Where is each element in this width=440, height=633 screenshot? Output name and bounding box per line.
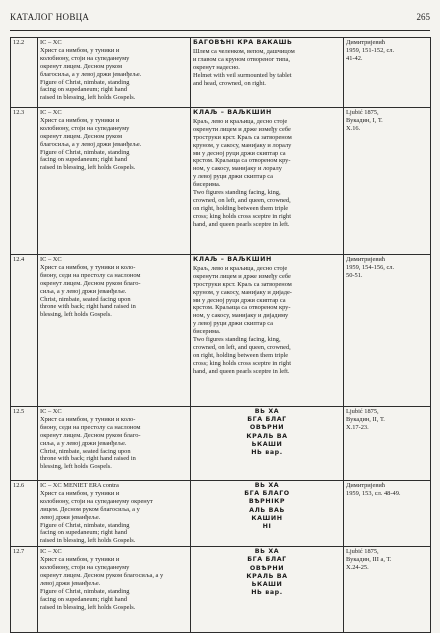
obverse-cell (38, 255, 191, 407)
running-title: КАТАЛОГ НОВЦА (10, 12, 90, 22)
reference-line: Ljubić 1875, (346, 408, 379, 415)
reverse-legend-line: ВЬ ХА (254, 408, 280, 415)
reverse-legend-line: КРАЛЬ ВА (246, 432, 288, 440)
reference-line: X.24-25. (346, 564, 369, 572)
obverse-description-line: благосиља, а у левој држи јеванђеље. (40, 140, 142, 148)
catalog-number-cell (11, 547, 38, 633)
obverse-description-line: Христ са нимбом, у туники и (40, 116, 120, 124)
reference-line: Димитријевић (346, 256, 385, 263)
reverse-description-line: cross; king holds cross sceptre in right (193, 359, 291, 367)
obverse-description-line: raised in blessing, left holds Gospels. (40, 537, 136, 545)
obverse-description-line: facing on supedaneum; right hand (40, 529, 127, 537)
obverse-cell (38, 108, 191, 255)
reverse-description-line: круном, у сакосу, манијаку и лоралу (193, 141, 292, 149)
reverse-description-line: окренути лицем и држе између себе (193, 272, 291, 280)
obverse-description-line: raised in blessing, left holds Gospels. (40, 164, 136, 172)
obverse-description-line: левој држи јеванђеље. (40, 513, 101, 521)
page-number: 265 (416, 12, 430, 22)
reference-line: 1959, 151-152, сл. (346, 46, 395, 54)
obverse-cell (38, 547, 191, 633)
reference-cell (344, 108, 431, 255)
obverse-description-line: колобиону, стоји на супеданеуму (40, 54, 130, 62)
reverse-legend-line: КЛАЉ – ВАЉКШИН (193, 256, 272, 263)
reverse-description-line: Шлем са челенком, вепом, дашчицом (193, 47, 295, 55)
obverse-description-line: биону, седи на престолу са наслоном (40, 423, 141, 431)
obverse-legend: IC – XC (40, 109, 62, 116)
reverse-description-line: ном, у сакосу, манијаку и лоралу (193, 165, 282, 173)
catalog-row (11, 108, 431, 255)
reference-cell (344, 255, 431, 407)
reference-cell (344, 38, 431, 108)
catalog-row (11, 481, 431, 547)
catalog-number-cell (11, 108, 38, 255)
reverse-legend-line: БГА БЛАГ (247, 556, 287, 564)
reference-line: Димитријевић (346, 482, 385, 489)
obverse-description-line: колобиону, стоји на супедaнеуму окренут (40, 497, 153, 505)
obverse-description-line: Figure of Christ, nimbate, standing (40, 587, 130, 595)
reverse-description-line: crowned, on left, and queen, crowned, (193, 343, 291, 351)
reverse-description-line: окренути лицем и држе између себе (193, 125, 291, 133)
reverse-description-line: Краљ, лево и краљица, десно стоје (193, 264, 288, 272)
catalog-row (11, 255, 431, 407)
obverse-description-line: окренут лицем. Десном руком (40, 132, 123, 140)
obverse-description-line: throne with back; right hand raised in (40, 455, 136, 463)
reverse-legend-line: ЬКАШИ (251, 581, 283, 589)
obverse-description-line: левој држи јеванђеље. (40, 579, 101, 587)
obverse-description-line: facing on supedaneum; right hand (40, 86, 127, 94)
obverse-description-line: Figure of Christ, nimbate, standing (40, 148, 130, 156)
obverse-description-line: колобиону, стоји на супедaнеуму (40, 124, 130, 132)
reverse-legend-line: НЬ вар. (251, 589, 283, 597)
catalog-number-cell (11, 38, 38, 108)
reference-line: X.17-23. (346, 423, 369, 431)
catalog-number: 12.7 (13, 548, 25, 556)
obverse-description-line: благосиља, а у левој држи јеванђеље. (40, 70, 142, 78)
obverse-description-line: сиља, а у левој држи јеванђеље. (40, 287, 127, 295)
reverse-description-line: ми у десној руци држи скиптар са (193, 149, 286, 157)
obverse-cell (38, 481, 191, 547)
obverse-legend: IC – XC (40, 256, 62, 263)
reference-line: Димитријевић (346, 39, 385, 46)
reverse-cell (191, 38, 344, 108)
reference-line: 50-51. (346, 271, 363, 279)
reverse-description-line: бисерима. (193, 328, 221, 336)
obverse-description-line: Figure of Christ, nimbate, standing (40, 78, 130, 86)
obverse-legend: IC – XC MENIET ERA contra (40, 482, 119, 489)
reverse-description-line: троструки крст. Краљ са затвореном (193, 133, 292, 141)
reverse-description-line: ми у десној руци држи скиптар са (193, 296, 286, 304)
catalog-number: 12.2 (13, 39, 25, 46)
obverse-legend: IC – XC (40, 39, 62, 46)
reverse-description-line: hand, and queen pearls sceptre in left. (193, 220, 290, 228)
reverse-description-line: крстом. Краљица са отвореном кру- (193, 304, 291, 312)
obverse-cell (38, 407, 191, 481)
reverse-description-line: hand, and queen pearls sceptre in left. (193, 367, 290, 375)
reverse-cell (191, 547, 344, 633)
reference-cell (344, 481, 431, 547)
reference-line: 1959, 154-156, сл. (346, 263, 395, 271)
reverse-legend-line: КЛАЉ – ВАЉКШИН (193, 109, 272, 116)
catalog-body (11, 38, 431, 633)
reverse-legend-line: НЬ вар. (251, 449, 283, 457)
reverse-description-line: on right, holding between them triple (193, 351, 289, 359)
obverse-description-line: Christ, nimbate, seated facing upon (40, 447, 131, 455)
catalog-number: 12.3 (13, 109, 25, 116)
reverse-legend-line: КРАЛЬ ВА (246, 572, 288, 580)
obverse-description-line: биону, седи на престолу са наслоном (40, 271, 141, 279)
reference-line: Ljubić 1875, (346, 109, 379, 116)
obverse-legend: IC – XC (40, 408, 62, 415)
obverse-description-line: facing on supedaneum; right hand (40, 156, 127, 164)
obverse-description-line: Христ са нимбом, у туники и коло- (40, 415, 136, 423)
reference-line: 1959, 153, сл. 48-49. (346, 489, 401, 497)
catalog-row (11, 38, 431, 108)
obverse-description-line: окренут лицем. Десном руком (40, 62, 123, 70)
catalog-number-cell (11, 407, 38, 481)
obverse-description-line: Христ са нимбом, у туники и (40, 46, 120, 54)
reverse-description-line: Helmet with veil surmounted by tablet (193, 71, 292, 79)
reference-cell (344, 547, 431, 633)
reverse-description-line: crowned, on left, and queen, crowned, (193, 196, 291, 204)
reverse-description-line: круном, у сакосу, манијаку и дијаде- (193, 288, 292, 296)
obverse-description-line: raised in blessing, left holds Gospels. (40, 603, 136, 611)
reverse-description-line: ном, у сакосу, манијаку и дијадиму (193, 312, 289, 320)
reverse-legend-line: БГА БЛАГ (247, 416, 287, 424)
reverse-legend-line: ОВѢРНИ (249, 424, 285, 432)
obverse-description-line: окренут лицем. Десном руком благо- (40, 279, 141, 287)
obverse-description-line: колобиону, стоји на супедaнеуму (40, 564, 130, 572)
obverse-description-line: лицем. Десном руком благосиља, а у (40, 505, 140, 513)
reverse-description-line: бисерима. (193, 181, 221, 189)
catalog-number-cell (11, 255, 38, 407)
reverse-legend-line: ВЬ ХА (254, 482, 280, 489)
header-rule (10, 30, 430, 31)
reverse-description-line: and head, crowned, on right. (193, 79, 266, 87)
obverse-description-line: Христ са нимбом, у туники и (40, 556, 120, 564)
reverse-legend-line: НІ (262, 523, 272, 531)
catalog-row (11, 407, 431, 481)
reverse-description-line: окренут надесно. (193, 63, 240, 71)
reverse-cell (191, 407, 344, 481)
reverse-description-line: Two figures standing facing, king, (193, 336, 281, 344)
obverse-description-line: blessing, left holds Gospels. (40, 311, 112, 319)
reference-line: 41-42. (346, 54, 363, 62)
reverse-legend-line: БАГОВѢНІ КРА ВАКАШЬ (193, 39, 293, 46)
catalog-row (11, 547, 431, 633)
reverse-legend-line: ВЬ ХА (254, 548, 280, 556)
catalog-number: 12.4 (13, 256, 25, 263)
reference-line: Вукадин, I, Т. (346, 116, 383, 124)
obverse-description-line: Christ, nimbate, seated facing upon (40, 295, 131, 303)
obverse-description-line: facing on supedaneum; right hand (40, 595, 127, 603)
catalog-number-cell (11, 481, 38, 547)
obverse-description-line: окренут лицем. Десном руком благосиља, а у (40, 571, 164, 579)
reverse-legend-line: ВѢРНІКР (248, 498, 286, 506)
obverse-description-line: окренут лицем. Десном руком благо- (40, 431, 141, 439)
reverse-legend-line: АЛЬ ВАЬ (249, 506, 285, 514)
page-header (10, 8, 430, 30)
reverse-description-line: троструки крст. Краљ са затвореном (193, 280, 292, 288)
reverse-legend-line: БГА БЛАГО (244, 490, 290, 498)
reverse-description-line: Two figures standing facing, king, (193, 189, 281, 197)
catalog-number: 12.5 (13, 408, 25, 415)
reverse-cell (191, 255, 344, 407)
reverse-description-line: у левој руци држи скиптар са (193, 173, 274, 181)
reverse-legend-line: КАШИН (251, 514, 283, 522)
obverse-description-line: throne with back; right hand raised in (40, 303, 136, 311)
reverse-description-line: cross; king holds cross sceptre in right (193, 212, 291, 220)
reference-line: Ljubić 1875, (346, 548, 379, 556)
obverse-description-line: сиља, а у левој држи јеванђеље. (40, 439, 127, 447)
obverse-cell (38, 38, 191, 108)
reverse-description-line: и главом са круном отвореног типа, (193, 55, 290, 63)
reference-line: X.16. (346, 124, 361, 132)
obverse-description-line: Христ са нимбом, у туники и коло- (40, 263, 136, 271)
obverse-legend: IC – XC (40, 548, 62, 556)
reverse-description-line: крстом. Краљица са отвореном кру- (193, 157, 291, 165)
reverse-description-line: on right, holding between them triple (193, 204, 289, 212)
reverse-cell (191, 481, 344, 547)
reference-line: Вукадин, II, Т. (346, 415, 385, 423)
reverse-legend-line: ОВѢРНИ (249, 564, 285, 572)
obverse-description-line: blessing, left holds Gospels. (40, 463, 112, 471)
reverse-legend-line: ЬКАШИ (251, 440, 283, 448)
reference-line: Вукадин, III a, Т. (346, 556, 392, 564)
obverse-description-line: Figure of Christ, nimbate, standing (40, 521, 130, 529)
reference-cell (344, 407, 431, 481)
reverse-description-line: Краљ, лево и краљица, десно стоје (193, 117, 288, 125)
coin-catalog-table (10, 37, 431, 633)
reverse-cell (191, 108, 344, 255)
catalog-number: 12.6 (13, 482, 25, 489)
obverse-description-line: raised in blessing, left holds Gospels. (40, 94, 136, 102)
obverse-description-line: Христ са нимбом, у туники и (40, 489, 120, 497)
reverse-description-line: у левој руци држи скиптар са (193, 320, 274, 328)
